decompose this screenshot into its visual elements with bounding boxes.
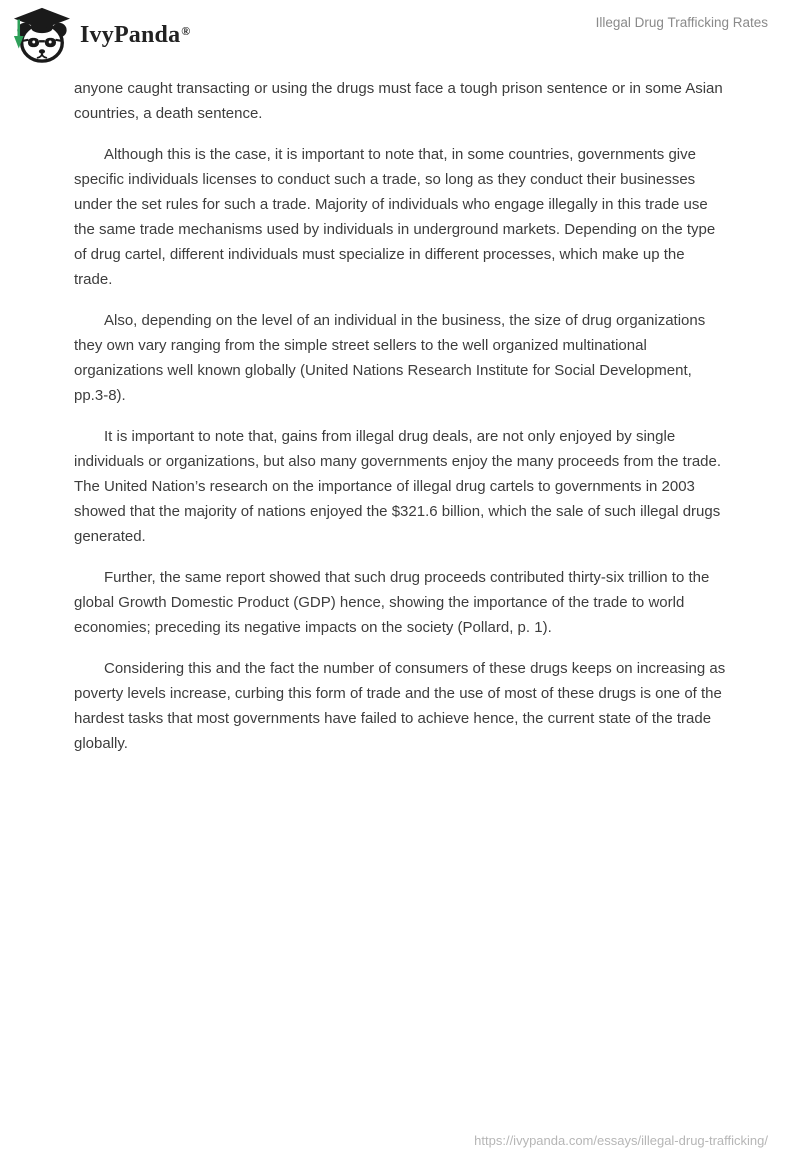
running-head-title: Illegal Drug Trafficking Rates [595, 15, 768, 30]
essay-paragraph: Also, depending on the level of an individual in the business, the size of drug organizations they own vary ranging from the simple street sellers to the well organized multinational organizations well known globally (United Nations Research Institute for Social Development, pp.3-8). [74, 312, 706, 404]
essay-paragraph: Further, the same report showed that such drug proceeds contributed thirty-six trillion to the global Growth Domestic Product (GDP) hence, showing the importance of the trade to world economies; preceding its negative impacts on the society (Pollard, p. 1). [74, 569, 710, 636]
registered-trademark-symbol: ® [181, 24, 191, 39]
brand-name-text: IvyPanda [80, 21, 181, 48]
essay-paragraph: anyone caught transacting or using the drugs must face a tough prison sentence or in some Asian countries, a death sentence. [74, 80, 723, 122]
brand-name [80, 22, 190, 49]
essay-paragraphs [74, 76, 727, 756]
page-header [0, 0, 800, 64]
brand [10, 6, 190, 64]
ivypanda-logo-icon [10, 6, 72, 64]
footer-url: https://ivypanda.com/essays/illegal-drug-trafficking/ [474, 1133, 768, 1148]
essay-paragraph: Considering this and the fact the number of consumers of these drugs keeps on increasing as poverty levels increase, curbing this form of trade and the use of most of these drugs is one of the hardest tasks that most governments have failed to achieve hence, the current state of the trade globally. [74, 660, 726, 752]
essay-paragraph: Although this is the case, it is important to note that, in some countries, governments give specific individuals licenses to conduct such a trade, so long as they conduct their businesses under the set rules for such a trade. Majority of individuals who engage illegally in this trade use the same trade mechanisms used by individuals in underground markets. Depending on the type of drug cartel, different individuals must specialize in different processes, which make up the trade. [74, 146, 716, 288]
essay-paragraph: It is important to note that, gains from illegal drug deals, are not only enjoyed by single individuals or organizations, but also many governments enjoy the many proceeds from the trade. The United Nation’s research on the importance of illegal drug cartels to governments in 2003 showed that the majority of nations enjoyed the $321.6 billion, which the sale of such illegal drugs generated. [74, 428, 722, 545]
